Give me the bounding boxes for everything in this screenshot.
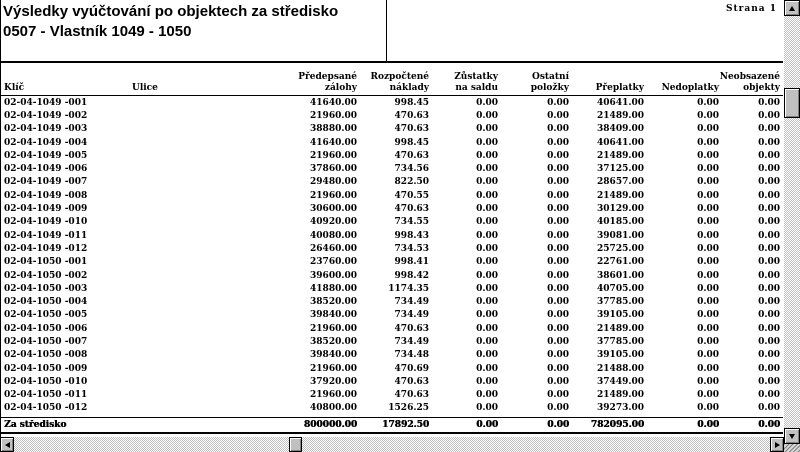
cell-preplatky: 28657.00	[597, 177, 644, 188]
cell-preplatky: 21489.00	[597, 390, 644, 401]
cell-objekty: 0.00	[758, 336, 780, 347]
cell-polozky: 0.00	[547, 403, 569, 414]
cell-naklady: 470.63	[394, 110, 429, 121]
cell-saldo: 0.00	[476, 297, 498, 308]
column-header-objekty: Neobsazené objekty	[719, 72, 780, 93]
table-row	[1, 282, 783, 295]
cell-saldo: 0.00	[476, 363, 498, 374]
vertical-scrollbar-thumb[interactable]	[784, 88, 800, 118]
cell-polozky: 0.00	[547, 190, 569, 201]
cell-klic: 02-04-1049 -001	[4, 97, 88, 108]
cell-objekty: 0.00	[758, 403, 780, 414]
cell-zalohy: 37920.00	[310, 376, 357, 387]
cell-nedoplatky: 0.00	[697, 204, 719, 215]
vertical-scrollbar-track[interactable]	[784, 16, 800, 428]
scroll-left-button[interactable]	[0, 437, 14, 452]
cell-saldo: 0.00	[476, 97, 498, 108]
cell-polozky: 0.00	[547, 243, 569, 254]
cell-polozky: 0.00	[547, 230, 569, 241]
cell-preplatky: 39273.00	[597, 403, 644, 414]
cell-objekty: 0.00	[758, 97, 780, 108]
cell-objekty: 0.00	[758, 310, 780, 321]
cell-nedoplatky: 0.00	[697, 376, 719, 387]
table-row	[1, 109, 783, 122]
cell-polozky: 0.00	[547, 217, 569, 228]
report-subtitle: 0507 - Vlastník 1049 - 1050	[3, 23, 192, 40]
summary-label: Za středisko	[4, 420, 67, 431]
cell-naklady: 998.41	[394, 257, 429, 268]
cell-zalohy: 21960.00	[310, 390, 357, 401]
cell-polozky: 0.00	[547, 390, 569, 401]
cell-zalohy: 21960.00	[310, 190, 357, 201]
cell-nedoplatky: 0.00	[697, 270, 719, 281]
cell-objekty: 0.00	[758, 350, 780, 361]
column-header-ulice: Ulice	[132, 83, 158, 93]
cell-polozky: 0.00	[547, 137, 569, 148]
cell-saldo: 0.00	[476, 376, 498, 387]
cell-saldo: 0.00	[476, 243, 498, 254]
cell-preplatky: 37785.00	[597, 336, 644, 347]
column-header-klic: Klíč	[4, 83, 25, 93]
table-row	[1, 136, 783, 149]
cell-klic: 02-04-1050 -005	[4, 310, 88, 321]
table-row	[1, 335, 783, 348]
cell-naklady: 470.63	[394, 376, 429, 387]
cell-preplatky: 21489.00	[597, 323, 644, 334]
scroll-right-button[interactable]	[770, 437, 784, 452]
cell-saldo: 0.00	[476, 217, 498, 228]
cell-nedoplatky: 0.00	[697, 190, 719, 201]
table-row	[1, 349, 783, 362]
cell-klic: 02-04-1049 -007	[4, 177, 88, 188]
cell-saldo: 0.00	[476, 177, 498, 188]
cell-nedoplatky: 0.00	[697, 97, 719, 108]
cell-zalohy: 41640.00	[310, 137, 357, 148]
cell-zalohy: 39840.00	[310, 350, 357, 361]
column-header-nedoplatky: Nedoplatky	[661, 83, 719, 93]
cell-objekty: 0.00	[758, 297, 780, 308]
cell-objekty: 0.00	[758, 190, 780, 201]
cell-objekty: 0.00	[758, 217, 780, 228]
cell-polozky: 0.00	[547, 363, 569, 374]
cell-polozky: 0.00	[547, 310, 569, 321]
cell-klic: 02-04-1049 -006	[4, 164, 88, 175]
cell-saldo: 0.00	[476, 257, 498, 268]
cell-naklady: 998.42	[394, 270, 429, 281]
summary-polozky: 0.00	[547, 420, 569, 431]
cell-saldo: 0.00	[476, 190, 498, 201]
cell-klic: 02-04-1049 -008	[4, 190, 88, 201]
cell-preplatky: 37125.00	[597, 164, 644, 175]
cell-klic: 02-04-1050 -010	[4, 376, 88, 387]
report-title-block	[1, 0, 387, 61]
cell-naklady: 470.69	[394, 363, 429, 374]
cell-objekty: 0.00	[758, 257, 780, 268]
cell-saldo: 0.00	[476, 390, 498, 401]
cell-preplatky: 21489.00	[597, 110, 644, 121]
cell-zalohy: 21960.00	[310, 363, 357, 374]
cell-preplatky: 40641.00	[597, 137, 644, 148]
cell-zalohy: 37860.00	[310, 164, 357, 175]
cell-naklady: 470.55	[394, 190, 429, 201]
table-row	[1, 375, 783, 388]
cell-klic: 02-04-1050 -002	[4, 270, 88, 281]
cell-klic: 02-04-1049 -011	[4, 230, 88, 241]
summary-zalohy: 800000.00	[303, 420, 357, 431]
cell-zalohy: 29480.00	[310, 177, 357, 188]
table-row	[1, 229, 783, 242]
cell-klic: 02-04-1049 -005	[4, 150, 88, 161]
cell-saldo: 0.00	[476, 137, 498, 148]
cell-naklady: 734.55	[394, 217, 429, 228]
cell-objekty: 0.00	[758, 137, 780, 148]
table-row	[1, 322, 783, 335]
report-masthead	[1, 0, 783, 63]
cell-polozky: 0.00	[547, 297, 569, 308]
right-arrow-icon	[775, 442, 780, 448]
table-row	[1, 295, 783, 308]
cell-nedoplatky: 0.00	[697, 403, 719, 414]
cell-polozky: 0.00	[547, 336, 569, 347]
left-arrow-icon	[5, 442, 10, 448]
cell-saldo: 0.00	[476, 124, 498, 135]
cell-zalohy: 40080.00	[310, 230, 357, 241]
resize-grip-icon[interactable]	[784, 444, 800, 452]
table-row	[1, 269, 783, 282]
table-row	[1, 242, 783, 255]
cell-nedoplatky: 0.00	[697, 363, 719, 374]
table-row	[1, 309, 783, 322]
cell-nedoplatky: 0.00	[697, 350, 719, 361]
cell-zalohy: 39840.00	[310, 310, 357, 321]
cell-saldo: 0.00	[476, 110, 498, 121]
up-arrow-icon	[789, 6, 795, 11]
cell-naklady: 998.45	[394, 137, 429, 148]
table-row	[1, 149, 783, 162]
cell-polozky: 0.00	[547, 177, 569, 188]
cell-objekty: 0.00	[758, 363, 780, 374]
cell-saldo: 0.00	[476, 283, 498, 294]
cell-preplatky: 40641.00	[597, 97, 644, 108]
cell-objekty: 0.00	[758, 270, 780, 281]
cell-saldo: 0.00	[476, 164, 498, 175]
column-header-zalohy: Předepsané zálohy	[298, 72, 357, 93]
cell-naklady: 470.63	[394, 390, 429, 401]
cell-naklady: 470.63	[394, 124, 429, 135]
cell-saldo: 0.00	[476, 350, 498, 361]
cell-polozky: 0.00	[547, 257, 569, 268]
cell-nedoplatky: 0.00	[697, 150, 719, 161]
cell-zalohy: 23760.00	[310, 257, 357, 268]
scroll-up-button[interactable]	[784, 0, 800, 16]
cell-nedoplatky: 0.00	[697, 177, 719, 188]
cell-naklady: 998.43	[394, 230, 429, 241]
cell-nedoplatky: 0.00	[697, 110, 719, 121]
cell-zalohy: 40920.00	[310, 217, 357, 228]
cell-naklady: 470.63	[394, 323, 429, 334]
cell-zalohy: 30600.00	[310, 204, 357, 215]
cell-preplatky: 22761.00	[597, 257, 644, 268]
summary-saldo: 0.00	[476, 420, 498, 431]
cell-objekty: 0.00	[758, 376, 780, 387]
cell-zalohy: 21960.00	[310, 323, 357, 334]
table-body	[1, 96, 783, 415]
cell-objekty: 0.00	[758, 323, 780, 334]
summary-objekty: 0.00	[758, 420, 780, 431]
vertical-scrollbar[interactable]	[784, 0, 800, 444]
cell-polozky: 0.00	[547, 204, 569, 215]
cell-nedoplatky: 0.00	[697, 390, 719, 401]
cell-zalohy: 38520.00	[310, 297, 357, 308]
table-row	[1, 96, 783, 109]
table-row	[1, 256, 783, 269]
cell-zalohy: 38880.00	[310, 124, 357, 135]
cell-klic: 02-04-1049 -009	[4, 204, 88, 215]
cell-zalohy: 39600.00	[310, 270, 357, 281]
cell-klic: 02-04-1049 -010	[4, 217, 88, 228]
table-row	[1, 402, 783, 415]
table-row	[1, 389, 783, 402]
cell-nedoplatky: 0.00	[697, 164, 719, 175]
cell-preplatky: 25725.00	[597, 243, 644, 254]
cell-objekty: 0.00	[758, 150, 780, 161]
cell-klic: 02-04-1049 -012	[4, 243, 88, 254]
cell-objekty: 0.00	[758, 110, 780, 121]
scroll-down-button[interactable]	[784, 428, 800, 444]
table-row	[1, 362, 783, 375]
cell-polozky: 0.00	[547, 323, 569, 334]
cell-naklady: 734.49	[394, 336, 429, 347]
cell-objekty: 0.00	[758, 164, 780, 175]
cell-naklady: 734.49	[394, 310, 429, 321]
table-row	[1, 216, 783, 229]
cell-naklady: 998.45	[394, 97, 429, 108]
column-header-polozky: Ostatní položky	[530, 72, 569, 93]
cell-preplatky: 38601.00	[597, 270, 644, 281]
cell-objekty: 0.00	[758, 124, 780, 135]
cell-klic: 02-04-1050 -003	[4, 283, 88, 294]
cell-preplatky: 37785.00	[597, 297, 644, 308]
cell-polozky: 0.00	[547, 164, 569, 175]
cell-klic: 02-04-1049 -003	[4, 124, 88, 135]
cell-naklady: 734.49	[394, 297, 429, 308]
cell-objekty: 0.00	[758, 283, 780, 294]
cell-objekty: 0.00	[758, 204, 780, 215]
horizontal-scrollbar-track[interactable]	[14, 437, 770, 452]
cell-polozky: 0.00	[547, 150, 569, 161]
cell-saldo: 0.00	[476, 270, 498, 281]
cell-saldo: 0.00	[476, 336, 498, 347]
cell-nedoplatky: 0.00	[697, 217, 719, 228]
cell-zalohy: 21960.00	[310, 150, 357, 161]
cell-nedoplatky: 0.00	[697, 230, 719, 241]
cell-naklady: 734.53	[394, 243, 429, 254]
cell-zalohy: 38520.00	[310, 336, 357, 347]
cell-saldo: 0.00	[476, 204, 498, 215]
cell-polozky: 0.00	[547, 110, 569, 121]
cell-nedoplatky: 0.00	[697, 310, 719, 321]
cell-objekty: 0.00	[758, 390, 780, 401]
cell-preplatky: 39105.00	[597, 350, 644, 361]
horizontal-scrollbar[interactable]	[0, 437, 784, 452]
table-row	[1, 202, 783, 215]
cell-klic: 02-04-1050 -012	[4, 403, 88, 414]
report-title: Výsledky vyúčtování po objektech za středisko	[3, 3, 339, 20]
cell-preplatky: 40705.00	[597, 283, 644, 294]
cell-naklady: 734.56	[394, 164, 429, 175]
cell-naklady: 470.63	[394, 150, 429, 161]
cell-nedoplatky: 0.00	[697, 323, 719, 334]
cell-saldo: 0.00	[476, 150, 498, 161]
summary-nedoplatky: 0.00	[697, 420, 719, 431]
cell-zalohy: 41880.00	[310, 283, 357, 294]
cell-polozky: 0.00	[547, 376, 569, 387]
cell-preplatky: 21489.00	[597, 150, 644, 161]
table-row	[1, 176, 783, 189]
table-row	[1, 123, 783, 136]
cell-naklady: 470.63	[394, 204, 429, 215]
column-header-naklady: Rozpočtené náklady	[370, 72, 429, 93]
cell-preplatky: 37449.00	[597, 376, 644, 387]
cell-klic: 02-04-1050 -001	[4, 257, 88, 268]
cell-klic: 02-04-1050 -011	[4, 390, 88, 401]
column-header-preplatky: Přeplatky	[595, 83, 644, 93]
cell-preplatky: 38409.00	[597, 124, 644, 135]
cell-saldo: 0.00	[476, 323, 498, 334]
cell-preplatky: 39081.00	[597, 230, 644, 241]
cell-preplatky: 30129.00	[597, 204, 644, 215]
cell-klic: 02-04-1050 -006	[4, 323, 88, 334]
cell-klic: 02-04-1049 -002	[4, 110, 88, 121]
cell-klic: 02-04-1050 -008	[4, 350, 88, 361]
cell-zalohy: 41640.00	[310, 97, 357, 108]
table-row	[1, 162, 783, 175]
column-header-saldo: Zůstatky na saldu	[454, 72, 498, 93]
cell-nedoplatky: 0.00	[697, 243, 719, 254]
cell-zalohy: 21960.00	[310, 110, 357, 121]
cell-preplatky: 21488.00	[597, 363, 644, 374]
cell-klic: 02-04-1050 -007	[4, 336, 88, 347]
cell-nedoplatky: 0.00	[697, 257, 719, 268]
summary-preplatky: 782095.00	[590, 420, 644, 431]
cell-objekty: 0.00	[758, 177, 780, 188]
cell-nedoplatky: 0.00	[697, 297, 719, 308]
cell-polozky: 0.00	[547, 124, 569, 135]
table-header-row	[1, 63, 783, 96]
cell-nedoplatky: 0.00	[697, 137, 719, 148]
cell-preplatky: 40185.00	[597, 217, 644, 228]
cell-preplatky: 39105.00	[597, 310, 644, 321]
summary-naklady: 17892.50	[382, 420, 429, 431]
cell-nedoplatky: 0.00	[697, 124, 719, 135]
cell-zalohy: 26460.00	[310, 243, 357, 254]
cell-saldo: 0.00	[476, 310, 498, 321]
cell-saldo: 0.00	[476, 230, 498, 241]
cell-preplatky: 21489.00	[597, 190, 644, 201]
cell-klic: 02-04-1050 -004	[4, 297, 88, 308]
cell-nedoplatky: 0.00	[697, 283, 719, 294]
page-number: Strana 1	[725, 4, 777, 14]
cell-saldo: 0.00	[476, 403, 498, 414]
cell-polozky: 0.00	[547, 283, 569, 294]
cell-naklady: 1174.35	[388, 283, 429, 294]
cell-naklady: 822.50	[394, 177, 429, 188]
cell-polozky: 0.00	[547, 97, 569, 108]
down-arrow-icon	[789, 434, 795, 439]
horizontal-scrollbar-thumb[interactable]	[289, 437, 302, 452]
cell-zalohy: 40800.00	[310, 403, 357, 414]
table-row	[1, 189, 783, 202]
cell-naklady: 1526.25	[388, 403, 429, 414]
cell-klic: 02-04-1050 -009	[4, 363, 88, 374]
summary-row	[1, 418, 783, 434]
cell-klic: 02-04-1049 -004	[4, 137, 88, 148]
cell-naklady: 734.48	[394, 350, 429, 361]
cell-polozky: 0.00	[547, 270, 569, 281]
cell-nedoplatky: 0.00	[697, 336, 719, 347]
cell-objekty: 0.00	[758, 230, 780, 241]
cell-objekty: 0.00	[758, 243, 780, 254]
cell-polozky: 0.00	[547, 350, 569, 361]
